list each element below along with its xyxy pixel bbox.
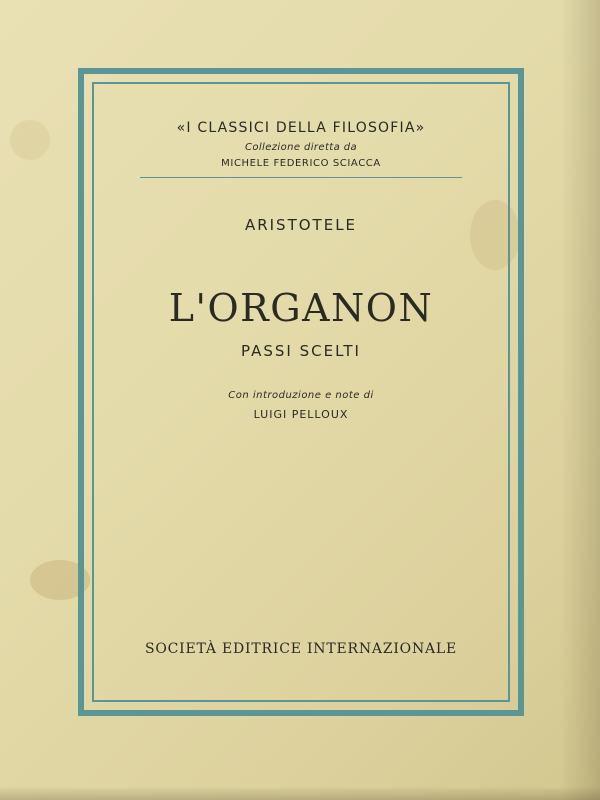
book-subtitle: PASSI SCELTI [241, 342, 361, 360]
series-editor: MICHELE FEDERICO SCIACCA [221, 158, 381, 169]
book-title: L'ORGANON [168, 286, 434, 330]
page-edge-shadow [560, 0, 600, 800]
page-bottom-edge [0, 786, 600, 800]
series-title: «I CLASSICI DELLA FILOSOFIA» [176, 120, 426, 136]
series-subtitle: Collezione diretta da [244, 142, 358, 153]
author-name: ARISTOTELE [244, 216, 358, 234]
intro-label: Con introduzione e note di [228, 390, 374, 401]
publisher-name: SOCIETÀ EDITRICE INTERNAZIONALE [144, 641, 458, 657]
paper-stain [10, 120, 50, 160]
editor-name: LUIGI PELLOUX [253, 408, 349, 421]
divider-rule [140, 177, 462, 178]
